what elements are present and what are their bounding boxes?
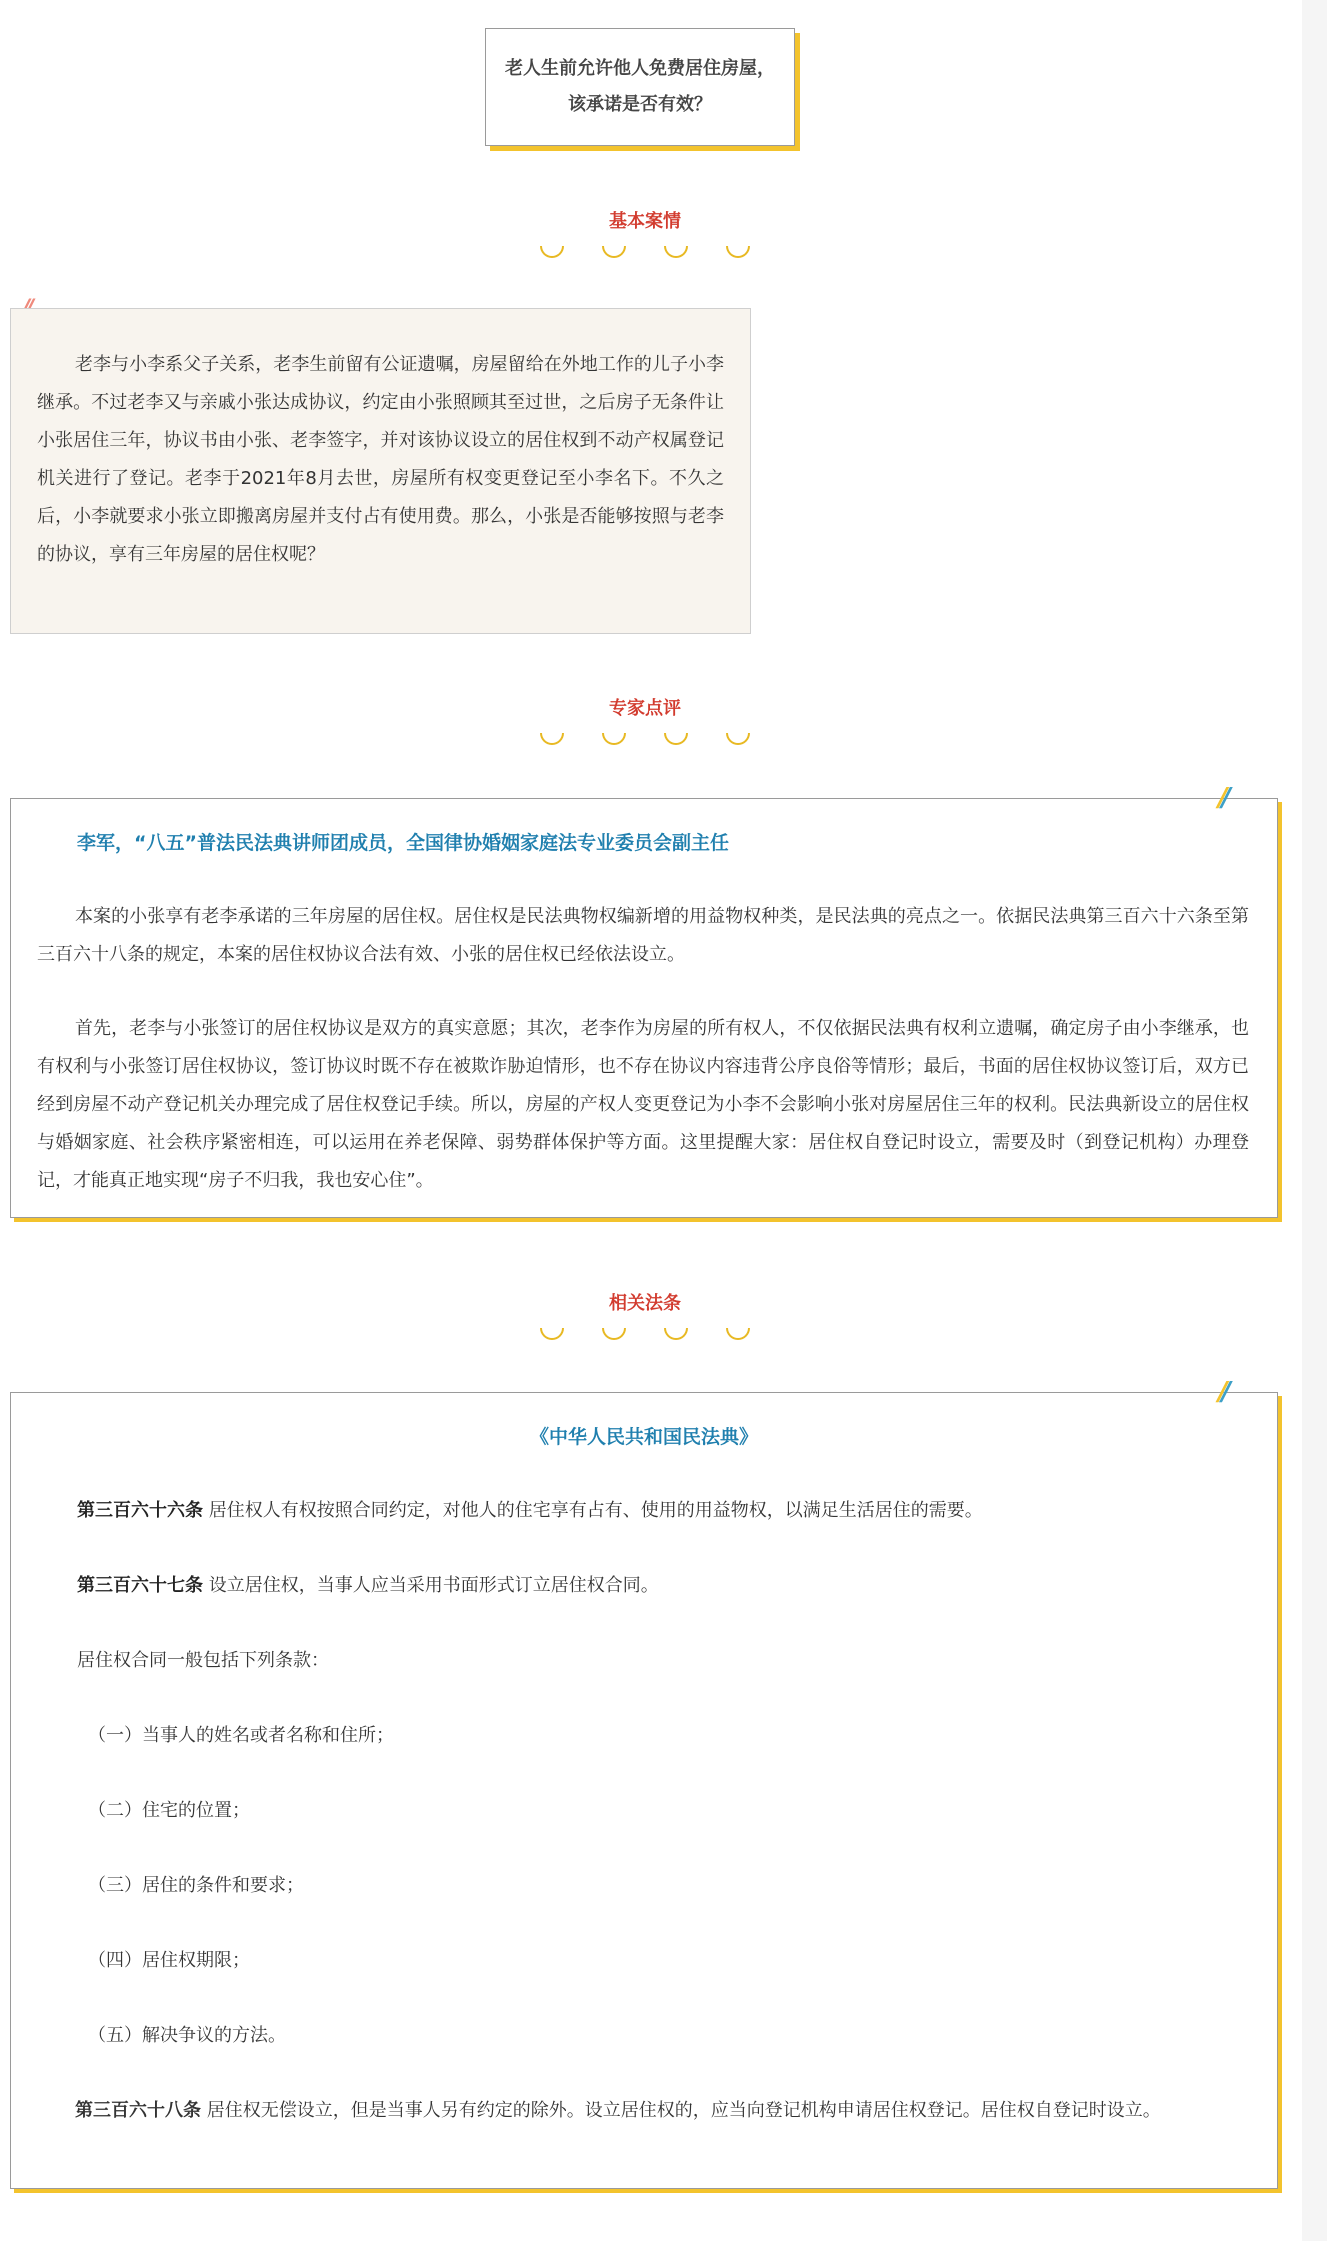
case-text: 老李与小李系父子关系，老李生前留有公证遗嘱，房屋留给在外地工作的儿子小李继承。不过老李又与亲戚小张达成协议，约定由小张照顾其至过世，之后房子无条件让小张居住三年，协议书由小张、老李签字，并对该协议设立的居住权到不动产权属登记机关进行了登记。老李于2021年8月去世，房屋所有权变更登记至小李名下。不久之后，小李就要求小张立即搬离房屋并支付占有使用费。那么，小张是否能够按照与老李的协议，享有三年房屋的居住权呢？: [37, 354, 724, 565]
law-book-title: 《中华人民共和国民法典》: [529, 1426, 758, 1448]
section-dots-ornament: [540, 246, 760, 266]
clause-item: （一）当事人的姓名或者名称和住所；: [88, 1725, 394, 1746]
article-367-label: 第三百六十七条: [77, 1575, 203, 1596]
expert-paragraph-2: 首先，老李与小张签订的居住权协议是双方的真实意愿；其次，老李作为房屋的所有权人，不仅依据民法典有权利立遗嘱，确定房子由小李继承，也有权利与小张签订居住权协议，签订协议时既不存在被欺诈胁迫情形，也不存在协议内容违背公序良俗等情形；最后，书面的居住权协议签订后，双方已经到房屋不动产登记机关办理完成了居住权登记手续。所以，房屋的产权人变更登记为小李不会影响小张对房屋居住三年的权利。民法典新设立的居住权与婚姻家庭、社会秩序紧密相连，可以运用在养老保障、弱势群体保护等方面。这里提醒大家：居住权自登记时设立，需要及时（到登记机构）办理登记，才能真正地实现“房子不归我，我也安心住”。: [37, 1018, 1249, 1191]
article-366-label: 第三百六十六条: [77, 1500, 203, 1521]
article-366: [77, 1497, 983, 1525]
article-368-text: 居住权无偿设立，但是当事人另有约定的除外。设立居住权的，应当向登记机构申请居住权登记。居住权自登记时设立。: [201, 2100, 1161, 2121]
clause-item: （二）住宅的位置；: [88, 1800, 250, 1821]
article-367-text: 设立居住权，当事人应当采用书面形式订立居住权合同。: [203, 1575, 659, 1596]
section-title-case: 基本案情: [609, 211, 681, 232]
expert-paragraph-1: 本案的小张享有老李承诺的三年房屋的居住权。居住权是民法典物权编新增的用益物权种类，是民法典的亮点之一。依据民法典第三百六十六条至第三百六十八条的规定，本案的居住权协议合法有效、小张的居住权已经依法设立。: [37, 906, 1249, 965]
section-title-law: 相关法条: [609, 1293, 681, 1314]
right-edge-bar: [1302, 0, 1327, 2241]
article-368-label: 第三百六十八条: [75, 2100, 201, 2121]
clause-item: （三）居住的条件和要求；: [88, 1875, 304, 1896]
clause-item: （四）居住权期限；: [88, 1950, 250, 1971]
title-line-2: 该承诺是否有效？: [568, 94, 712, 115]
section-dots-ornament: [540, 733, 760, 753]
contract-clauses-intro: 居住权合同一般包括下列条款：: [77, 1650, 329, 1671]
expert-name: 李军，“八五”普法民法典讲师团成员，全国律协婚姻家庭法专业委员会副主任: [77, 832, 729, 854]
article-367: [77, 1572, 659, 1600]
double-slash-icon: //: [1218, 783, 1225, 813]
section-dots-ornament: [540, 1328, 760, 1348]
clause-item: （五）解决争议的方法。: [88, 2025, 286, 2046]
section-title-expert: 专家点评: [609, 698, 681, 719]
title-line-1: 老人生前允许他人免费居住房屋，: [505, 58, 775, 79]
article-368: [37, 2092, 1249, 2130]
article-title-card: [485, 28, 795, 146]
case-text-box: [10, 308, 751, 634]
article-366-text: 居住权人有权按照合同约定，对他人的住宅享有占有、使用的用益物权，以满足生活居住的需要。: [203, 1500, 983, 1521]
double-slash-icon: //: [1218, 1377, 1225, 1407]
